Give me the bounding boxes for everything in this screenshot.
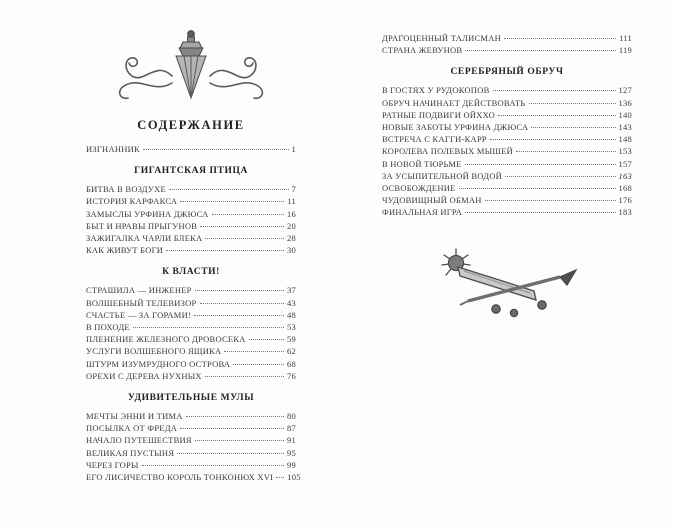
entry-page-number: 68 (287, 358, 296, 369)
entry-title: ФИНАЛЬНАЯ ИГРА (382, 207, 463, 218)
toc-entry (86, 422, 296, 434)
entry-page-number: 87 (287, 423, 296, 434)
toc-entry (382, 121, 632, 133)
dot-leader (505, 176, 615, 177)
entry-title: РАТНЫЕ ПОДВИГИ ОЙХХО (382, 109, 495, 120)
toc-entry (382, 145, 632, 157)
dot-leader (504, 38, 616, 39)
toc-entry (382, 84, 632, 96)
entry-title: ЗА УСЫПИТЕЛЬНОЙ ВОДОЙ (382, 170, 503, 181)
entry-page-number: 111 (619, 33, 632, 43)
dot-leader (516, 151, 615, 152)
toc-entry (86, 284, 296, 296)
toc-entry (86, 297, 296, 309)
dot-leader (465, 164, 616, 165)
dot-leader (194, 315, 284, 316)
entry-title: ЧУДОВИЩНЫЙ ОБМАН (382, 195, 482, 206)
entry-title: ПЛЕНЕНИЕ ЖЕЛЕЗНОГО ДРОВОСЕКА (86, 334, 246, 345)
section-heading: ГИГАНТСКАЯ ПТИЦА (134, 166, 248, 177)
toc-entry (86, 333, 296, 345)
entry-page-number: 183 (618, 207, 632, 218)
toc-entry (86, 459, 296, 471)
contents-title: СОДЕРЖАНИЕ (137, 118, 245, 132)
entry-page-number: 48 (287, 309, 296, 320)
toc-sections-right (382, 32, 632, 219)
entry-page-number: 28 (287, 233, 296, 244)
mace-and-arrow-illustration-icon (382, 245, 632, 323)
entry-title: ЗАЖИГАЛКА ЧАРЛИ БЛЕКА (86, 233, 203, 244)
entry-page-number: 76 (287, 370, 296, 381)
toc-entry (86, 471, 301, 483)
entry-title: ОБРУЧ НАЧИНАЕТ ДЕЙСТВОВАТЬ (382, 97, 526, 108)
section-heading: СЕРЕБРЯНЫЙ ОБРУЧ (450, 67, 564, 78)
entry-title: СЧАСТЬЕ — ЗА ГОРАМИ! (86, 309, 192, 320)
entry-page-number: 168 (618, 183, 632, 194)
entry-page-number: 153 (618, 146, 632, 157)
toc-entry (86, 370, 296, 382)
toc-entry (382, 170, 632, 182)
entry-page-number: 105 (287, 472, 301, 483)
entry-page-number: 140 (618, 109, 632, 120)
entry-title: ЧЕРЕЗ ГОРЫ (86, 459, 139, 470)
entry-page-number: 16 (287, 208, 296, 219)
entry-page-number: 80 (287, 411, 296, 422)
toc-entry (86, 410, 296, 422)
toc-entry (382, 44, 632, 56)
dot-leader (529, 103, 616, 104)
dot-leader (465, 50, 616, 51)
entry-title: БЫТ И НРАВЫ ПРЫГУНОВ (86, 220, 198, 231)
entry-title: В ПОХОДЕ (86, 322, 130, 333)
entry-page-number: 136 (618, 97, 632, 108)
entry-page-number: 176 (618, 195, 632, 206)
dot-leader (200, 303, 284, 304)
entry-title: ЕГО ЛИСИЧЕСТВО КОРОЛЬ ТОНКОНЮХ XVI (86, 472, 274, 483)
entry-page-number: 11 (287, 196, 296, 207)
toc-entry (382, 32, 632, 44)
toc-entry (86, 183, 296, 195)
entry-page-number: 127 (618, 85, 632, 96)
dot-leader (205, 376, 284, 377)
toc-entry (86, 309, 296, 321)
dot-leader (166, 250, 284, 251)
dot-leader (133, 327, 284, 328)
entry-page-number: 99 (287, 459, 296, 470)
toc-entry (86, 195, 296, 207)
toc-column-right (382, 32, 632, 323)
dot-leader (212, 214, 284, 215)
entry-page-number: 157 (618, 158, 632, 169)
toc-entry (382, 133, 632, 145)
entry-title: ОРЕХИ С ДЕРЕВА НУХНЫХ (86, 370, 202, 381)
toc-entry (86, 345, 296, 357)
entry-title: ВОЛШЕБНЫЙ ТЕЛЕВИЗОР (86, 297, 197, 308)
entry-title: ШТУРМ ИЗУМРУДНОГО ОСТРОВА (86, 358, 231, 369)
dot-leader (143, 149, 289, 150)
entry-page-number: 53 (287, 322, 296, 333)
dot-leader (205, 238, 284, 239)
entry-title: СТРАШИЛА — ИНЖЕНЕР (86, 285, 192, 296)
entry-page-number: 20 (287, 220, 296, 231)
dot-leader (195, 440, 284, 441)
toc-entry (86, 232, 296, 244)
dot-leader (186, 416, 284, 417)
toc-entry (382, 158, 632, 170)
toc-sections-left (86, 143, 301, 483)
section-heading: УДИВИТЕЛЬНЫЕ МУЛЫ (127, 393, 255, 404)
entry-title: ОСВОБОЖДЕНИЕ (382, 183, 456, 194)
toc-entry (382, 206, 632, 218)
entry-page-number: 95 (287, 447, 296, 458)
entry-title: КОРОЛЕВА ПОЛЕВЫХ МЫШЕЙ (382, 146, 514, 157)
toc-entry (382, 109, 632, 121)
entry-page-number: 1 (291, 144, 296, 154)
entry-page-number: 143 (618, 122, 632, 133)
entry-title: БИТВА В ВОЗДУХЕ (86, 184, 166, 195)
entry-page-number: 91 (287, 435, 296, 446)
dot-leader (169, 189, 289, 190)
toc-entry (382, 97, 632, 109)
entry-page-number: 37 (287, 285, 296, 296)
entry-title: ИСТОРИЯ КАРФАКСА (86, 196, 178, 207)
dot-leader (465, 212, 615, 213)
dot-leader (531, 127, 615, 128)
entry-page-number: 7 (291, 184, 296, 195)
entry-title: В НОВОЙ ТЮРЬМЕ (382, 158, 462, 169)
entry-page-number: 59 (287, 334, 296, 345)
entry-title: НАЧАЛО ПУТЕШЕСТВИЯ (86, 435, 192, 446)
dot-leader (142, 465, 284, 466)
dot-leader (498, 115, 616, 116)
toc-entry (382, 194, 632, 206)
section-heading: К ВЛАСТИ! (162, 267, 220, 278)
dot-leader (200, 226, 284, 227)
dot-leader (459, 188, 616, 189)
entry-title: МЕЧТЫ ЭННИ И ТИМА (86, 411, 183, 422)
dot-leader (224, 351, 284, 352)
toc-entry (86, 358, 296, 370)
entry-page-number: 119 (618, 45, 632, 56)
entry-title: УСЛУГИ ВОЛШЕБНОГО ЯЩИКА (86, 346, 222, 357)
entry-page-number: 62 (287, 346, 296, 357)
dot-leader (195, 290, 284, 291)
entry-page-number: 148 (618, 134, 632, 145)
dot-leader (276, 477, 284, 478)
entry-title: КАК ЖИВУТ БОГИ (86, 245, 164, 256)
entry-page-number: 163 (618, 170, 632, 181)
entry-title: ИЗГНАННИК (86, 144, 140, 154)
entry-page-number: 30 (287, 245, 296, 256)
entry-title: ПОСЫЛКА ОТ ФРЕДА (86, 423, 178, 434)
dot-leader (177, 453, 284, 454)
toc-entry (86, 244, 296, 256)
entry-page-number: 43 (287, 297, 296, 308)
toc-column-left (86, 26, 301, 483)
entry-title: ЗАМЫСЛЫ УРФИНА ДЖЮСА (86, 208, 209, 219)
entry-title: ВСТРЕЧА С КАГГИ-КАРР (382, 134, 487, 145)
finial-scroll-ornament-icon (86, 26, 296, 112)
toc-entry (86, 208, 296, 220)
entry-title: СТРАНА ЖЕВУНОВ (382, 45, 463, 56)
entry-title: ВЕЛИКАЯ ПУСТЫНЯ (86, 447, 175, 458)
entry-title: ДРАГОЦЕННЫЙ ТАЛИСМАН (382, 33, 502, 43)
toc-entry (86, 321, 296, 333)
dot-leader (233, 364, 284, 365)
dot-leader (490, 139, 616, 140)
toc-entry (86, 434, 296, 446)
entry-title: НОВЫЕ ЗАБОТЫ УРФИНА ДЖЮСА (382, 122, 529, 133)
dot-leader (249, 339, 284, 340)
toc-entry (86, 143, 296, 155)
dot-leader (485, 200, 616, 201)
toc-entry (86, 447, 296, 459)
dot-leader (180, 428, 284, 429)
dot-leader (493, 90, 616, 91)
toc-entry (382, 182, 632, 194)
toc-entry (86, 220, 296, 232)
dot-leader (180, 201, 284, 202)
entry-title: В ГОСТЯХ У РУДОКОПОВ (382, 85, 490, 96)
